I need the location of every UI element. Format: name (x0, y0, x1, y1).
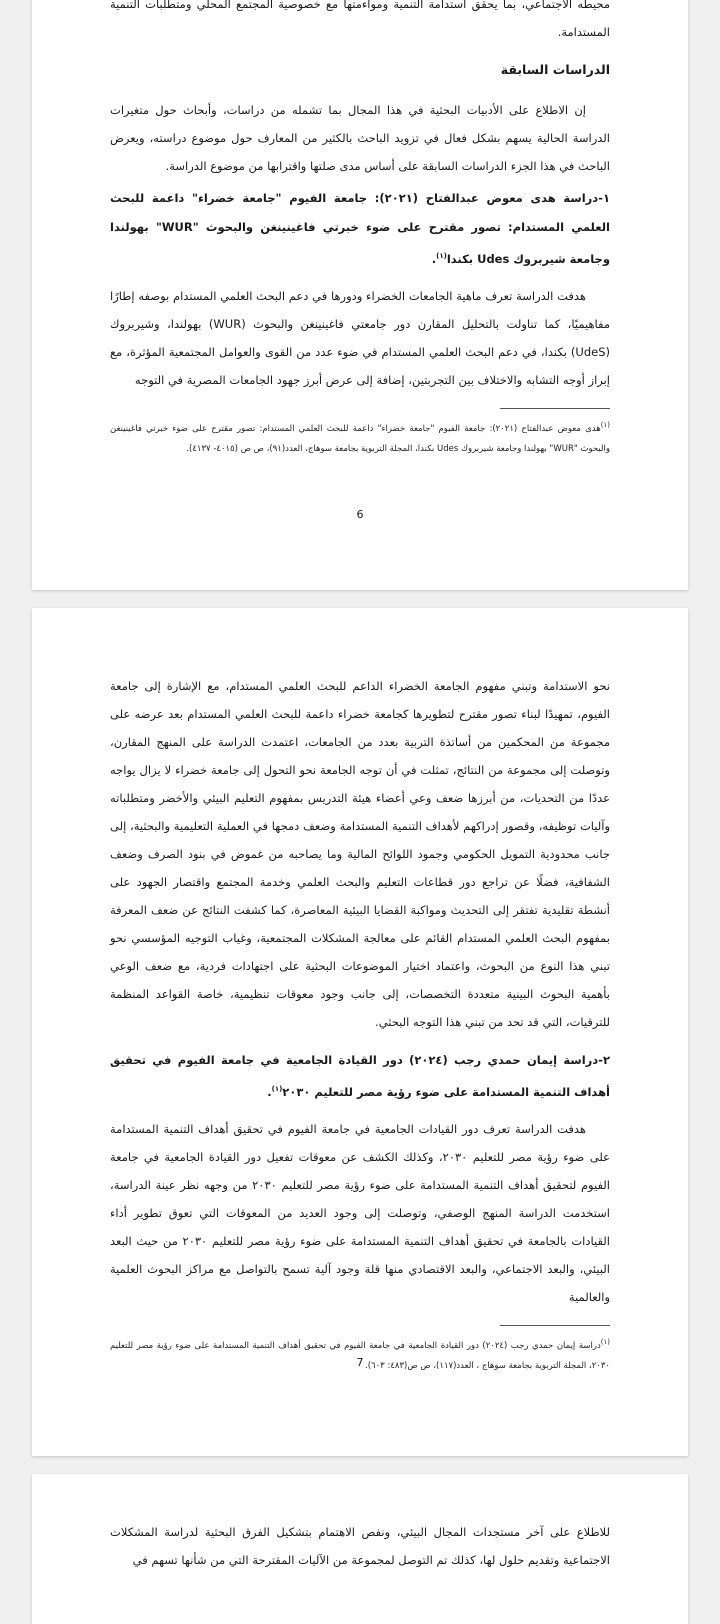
footnote-divider (500, 1325, 610, 1326)
footnote-text: دراسة إيمان حمدي رجب (٢٠٢٤) دور القيادة الجامعية في جامعة الفيوم في تحقيق أهداف التنمية المستدامة على ضوء رؤية مصر للتعليم ٢٠٣٠، المجلة التربوية بجامعة سوهاج ، العدد(١١٧)، ص ص(٤٨٣: ٦٠٣). (110, 1340, 610, 1371)
study-paragraph: هدفت الدراسة تعرف دور القيادات الجامعية في جامعة الفيوم في تحقيق أهداف التنمية المستدامة على ضوء رؤية مصر للتعليم ٢٠٣٠، وكذلك الكشف عن معوقات تفعيل دور القيادة الجامعية في جامعة الفيوم لتحقيق أهداف التنمية المستدامة على ضوء رؤية مصر للتعليم ٢٠٣٠ من وجهه نظر عينة الدراسة، استخدمت الدراسة المنهج الوصفي، وتوصلت إلى وجود العديد من المعوقات التي تعوق تطوير أداء القيادات بالجامعة في تحقيق أهداف التنمية المستدامة على ضوء رؤية مصر للتعليم ٢٠٣٠ من حيث البعد البيئي، والبعد الاجتماعي، والبعد الاقتصادي منها قلة وجود آلية تسمح بالتواصل مع مراكز البحوث العلمية والعالمية (110, 1121, 610, 1304)
footnote-text: هدى معوض عبدالفتاح (٢٠٢١): جامعة الفيوم "جامعة خضراء" داعمة للبحث العلمي المستدام: تصور مقترح على ضوء خبرتي فاغينينغن والبحوث "WUR" بهولندا وجامعة شيربروك Udes بكندا، المجلة التربوية بجامعة سوهاج، العدد(٩١)، ص ص (٤٠١٥- ٤١٣٧). (110, 423, 610, 454)
study-paragraph: هدفت الدراسة تعرف ماهية الجامعات الخضراء ودورها في دعم البحث العلمي المستدام بوصفه إطارًا مفاهيميًا، كما تناولت بالتحليل المقارن دور جامعتي فاغينينغن والبحوث (WUR) بهولندا، وشيربروك (UdeS) بكندا، في دعم البحث العلمي المستدام في ضوء عدد من القوى والعوامل المجتمعية المؤثرة، مع إبراز أوجه التشابه والاختلاف بين التجربتين، إضافة إلى عرض أبرز جهود الجامعات المصرية في التوجه (110, 288, 610, 387)
continuation-paragraph: نحو الاستدامة وتبني مفهوم الجامعة الخضراء الداعم للبحث العلمي المستدام، مع الإشارة إلى جامعة الفيوم، تمهيدًا لبناء تصور مقترح لتطويرها كجامعة خضراء داعمة للبحث العلمي المستدام بعد عرضه على مجموعة من المحكمين من أساتذة التربية بعدد من الجامعات، اعتمدت الدراسة على المنهج المقارن، وتوصلت إلى مجموعة من النتائج، تمثلت في أن توجه الجامعة نحو التحول إلى جامعة خضراء لا يزال يواجه عددًا من التحديات، من أبرزها ضعف وعي أعضاء هيئة التدريس بمفهوم التعليم البيئي والأخضر ومتطلباته وآليات توظيفه، وقصور إدراكهم لأهداف التنمية المستدامة وضعف دمجها في العملية التعليمية والبحثية، إلى جانب محدودية التمويل الحكومي وجمود اللوائح المالية وما يصاحبه من غموض في بنود الصرف وضعف الشفافية، فضلًا عن تراجع دور قطاعات التعليم والبحث العلمي وخدمة المجتمع واقتصار الجهود على أنشطة تقليدية تفتقر إلى التحديث ومواكبة القضايا البيئية المعاصرة، كما كشفت النتائج عن ضعف المعرفة بمفهوم البحث العلمي المستدام القائم على معالجة المشكلات المجتمعية، وغياب التوجيه المؤسسي نحو تبني هذا النوع من البحوث، واعتماد اختيار الموضوعات البحثية على اجتهادات فردية، مع ضعف الوعي بأهمية البحوث البينية متعددة التخصصات، إلى جانب وجود معوقات تنظيمية، خاصة القواعد المنظمة للترقيات، التي قد تحد من تبني هذا التوجه البحثي. (110, 679, 610, 1029)
continuation-paragraph: للاطلاع على آخر مستجدات المجال البيئي، ونفص الاهتمام بتشكيل الفرق البحثية لدراسة المشكلات الاجتماعية وتقديم حلول لها، كذلك تم التوصل لمجموعة من الآليات المقترحة التي من شأنها تسهم في (110, 1525, 610, 1567)
footnote (110, 415, 610, 459)
intro-paragraph: إن الاطلاع على الأدبيات البحثية في هذا المجال بما تشمله من دراسات، وأبحاث حول متغيرات الدراسة الحالية يسهم بشكل فعال في تزويد الباحث بالكثير من المعارف حول موضوع دراسته، ويعرض الباحث في هذا الجزء الدراسات السابقة على أساس مدى صلتها واقترابها من موضوع الدراسة. (110, 103, 610, 173)
footnote (110, 1332, 610, 1376)
footnote-ref[interactable]: (١) (271, 1085, 283, 1093)
page-number: 6 (356, 508, 364, 521)
footnote-divider (500, 408, 610, 409)
study-title-text: ١-دراسة هدى معوض عبدالفتاح (٢٠٢١): جامعة الفيوم "جامعة خضراء" داعمة للبحث العلمي المستدام: تصور مقترح على ضوء خبرتي فاغينينغن والبحوث "WUR" بهولندا وجامعة شيربروك Udes بكندا (110, 191, 610, 266)
footnote-marker: (١) (600, 1337, 610, 1346)
document-page-7 (32, 608, 688, 1456)
study-title-text: ٢-دراسة إيمان حمدي رجب (٢٠٢٤) دور القيادة الجامعية في جامعة الفيوم في تحقيق أهداف التنمية المستدامة على ضوء رؤية مصر للتعليم ٢٠٣٠ (110, 1053, 610, 1099)
page-number: 7 (356, 1356, 364, 1369)
footnote-ref[interactable]: (١) (436, 252, 447, 260)
document-page-8 (32, 1474, 688, 1624)
section-heading: الدراسات السابقة (500, 62, 610, 77)
footnote-marker: (١) (600, 420, 610, 429)
study-title: ٢-دراسة إيمان حمدي رجب (٢٠٢٤) دور القيادة الجامعية في جامعة الفيوم في تحقيق أهداف التنمية المستدامة على ضوء رؤية مصر للتعليم ٢٠٣٠$^{(١)}$. (110, 1053, 610, 1099)
paragraph-fragment: محيطه الاجتماعي، بما يحقق استدامة التنمية ومواءمتها مع خصوصية المجتمع المحلي ومتطلبات التنمية المستدامة. (110, 0, 610, 39)
study-title: ١-دراسة هدى معوض عبدالفتاح (٢٠٢١): جامعة الفيوم "جامعة خضراء" داعمة للبحث العلمي المستدام: تصور مقترح على ضوء خبرتي فاغينينغن والبحوث "WUR" بهولندا وجامعة شيربروك Udes بكندا$^{(١)}$. (110, 191, 610, 266)
document-page-6 (32, 0, 688, 590)
